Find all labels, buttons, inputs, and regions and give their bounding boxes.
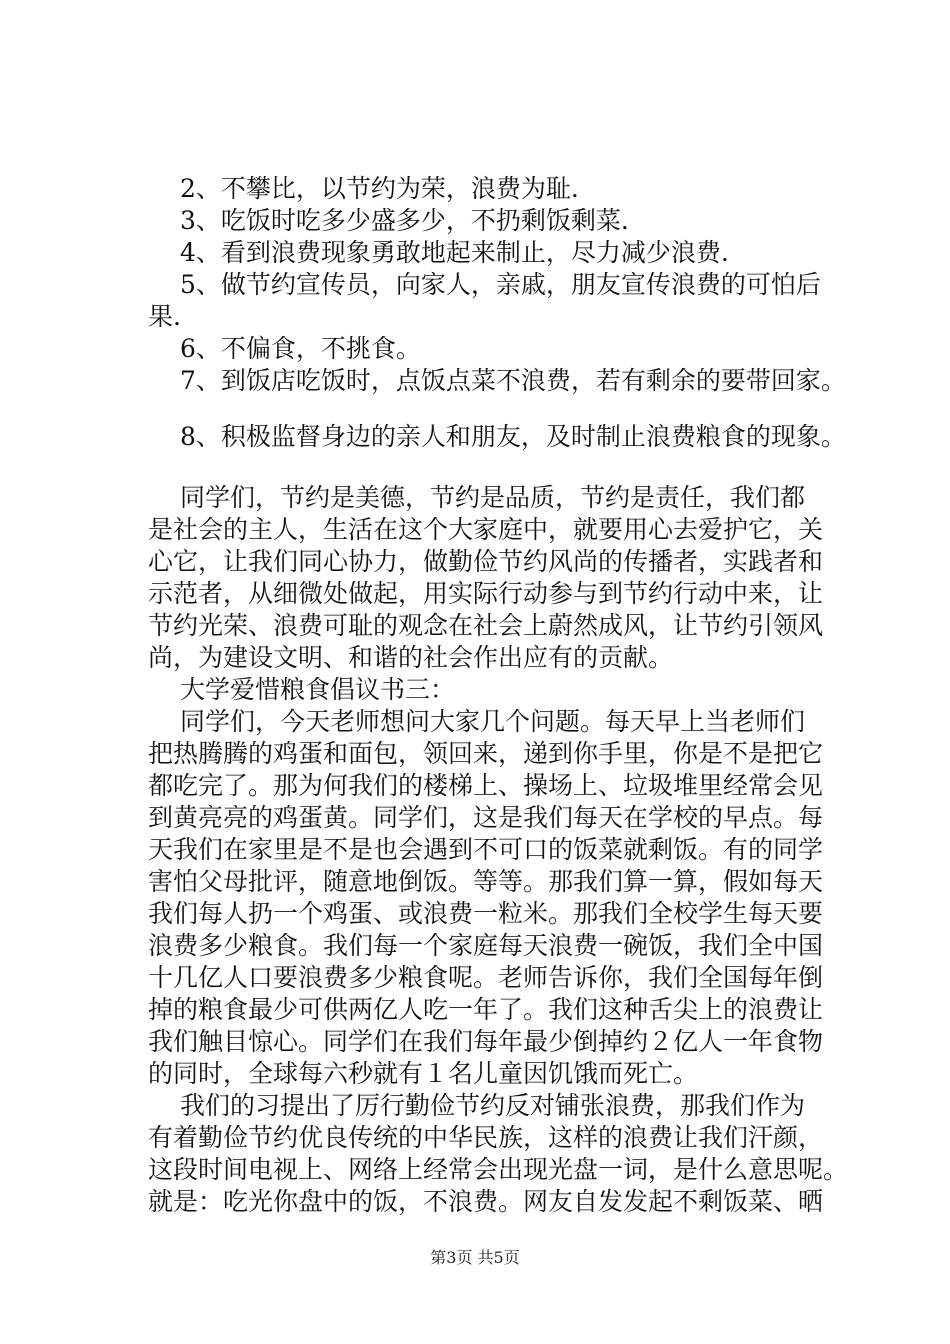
paragraph-line: 有着勤俭节约优良传统的中华民族，这样的浪费让我们汗颜， — [148, 1123, 824, 1152]
paragraph-line: 心它，让我们同心协力，做勤俭节约风尚的传播者，实践者和 — [148, 547, 824, 576]
paragraph-line: 的同时，全球每六秒就有１名儿童因饥饿而死亡。 — [148, 1059, 699, 1088]
paragraph-line: 浪费多少粮食。我们每一个家庭每天浪费一碗饭，我们全中国 — [148, 931, 824, 960]
paragraph-line: 十几亿人口要浪费多少粮食呢。老师告诉你，我们全国每年倒 — [148, 963, 824, 992]
paragraph-line: 都吃完了。那为何我们的楼梯上、操场上、垃圾堆里经常会见 — [148, 771, 824, 800]
list-item-5: 5、做节约宣传员，向家人，亲戚，朋友宣传浪费的可怕后 — [180, 270, 821, 299]
paragraph-line: 我们触目惊心。同学们在我们每年最少倒掉约２亿人一年食物 — [148, 1027, 824, 1056]
list-item-2: 2、不攀比，以节约为荣，浪费为耻. — [180, 174, 579, 203]
paragraph-line: 节约光荣、浪费可耻的观念在社会上蔚然成风，让节约引领风 — [148, 611, 824, 640]
list-item-6: 6、不偏食，不挑食。 — [180, 334, 421, 363]
list-item-3: 3、吃饭时吃多少盛多少，不扔剩饭剩菜. — [180, 206, 629, 235]
paragraph-line: 把热腾腾的鸡蛋和面包，领回来，递到你手里，你是不是把它 — [148, 739, 824, 768]
section-heading: 大学爱惜粮食倡议书三： — [180, 675, 456, 704]
list-item-7: 7、到饭店吃饭时，点饭点菜不浪费，若有剩余的要带回家。 — [180, 366, 846, 395]
paragraph-line: 就是：吃光你盘中的饭，不浪费。网友自发发起不剩饭菜、晒 — [148, 1187, 824, 1216]
paragraph-line: 害怕父母批评，随意地倒饭。等等。那我们算一算，假如每天 — [148, 867, 824, 896]
paragraph-line: 我们的习提出了厉行勤俭节约反对铺张浪费，那我们作为 — [180, 1091, 806, 1120]
paragraph-line: 掉的粮食最少可供两亿人吃一年了。我们这种舌尖上的浪费让 — [148, 995, 824, 1024]
paragraph-line: 同学们，节约是美德，节约是品质，节约是责任，我们都 — [180, 483, 806, 512]
paragraph-line: 尚，为建设文明、和谐的社会作出应有的贡献。 — [148, 643, 674, 672]
list-item-8: 8、积极监督身边的亲人和朋友，及时制止浪费粮食的现象。 — [180, 422, 846, 451]
paragraph-line: 这段时间电视上、网络上经常会出现光盘一词，是什么意思呢。 — [148, 1155, 849, 1184]
paragraph-line: 是社会的主人，生活在这个大家庭中，就要用心去爱护它，关 — [148, 515, 824, 544]
paragraph-line: 天我们在家里是不是也会遇到不可口的饭菜就剩饭。有的同学 — [148, 835, 824, 864]
paragraph-line: 我们每人扔一个鸡蛋、或浪费一粒米。那我们全校学生每天要 — [148, 899, 824, 928]
list-item-5-continued: 果. — [148, 302, 181, 331]
list-item-4: 4、看到浪费现象勇敢地起来制止，尽力减少浪费. — [180, 238, 729, 267]
page-number-footer: 第3页 共5页 — [430, 1248, 520, 1267]
paragraph-line: 到黄亮亮的鸡蛋黄。同学们，这是我们每天在学校的早点。每 — [148, 803, 824, 832]
paragraph-line: 同学们，今天老师想问大家几个问题。每天早上当老师们 — [180, 707, 806, 736]
paragraph-line: 示范者，从细微处做起，用实际行动参与到节约行动中来，让 — [148, 579, 824, 608]
